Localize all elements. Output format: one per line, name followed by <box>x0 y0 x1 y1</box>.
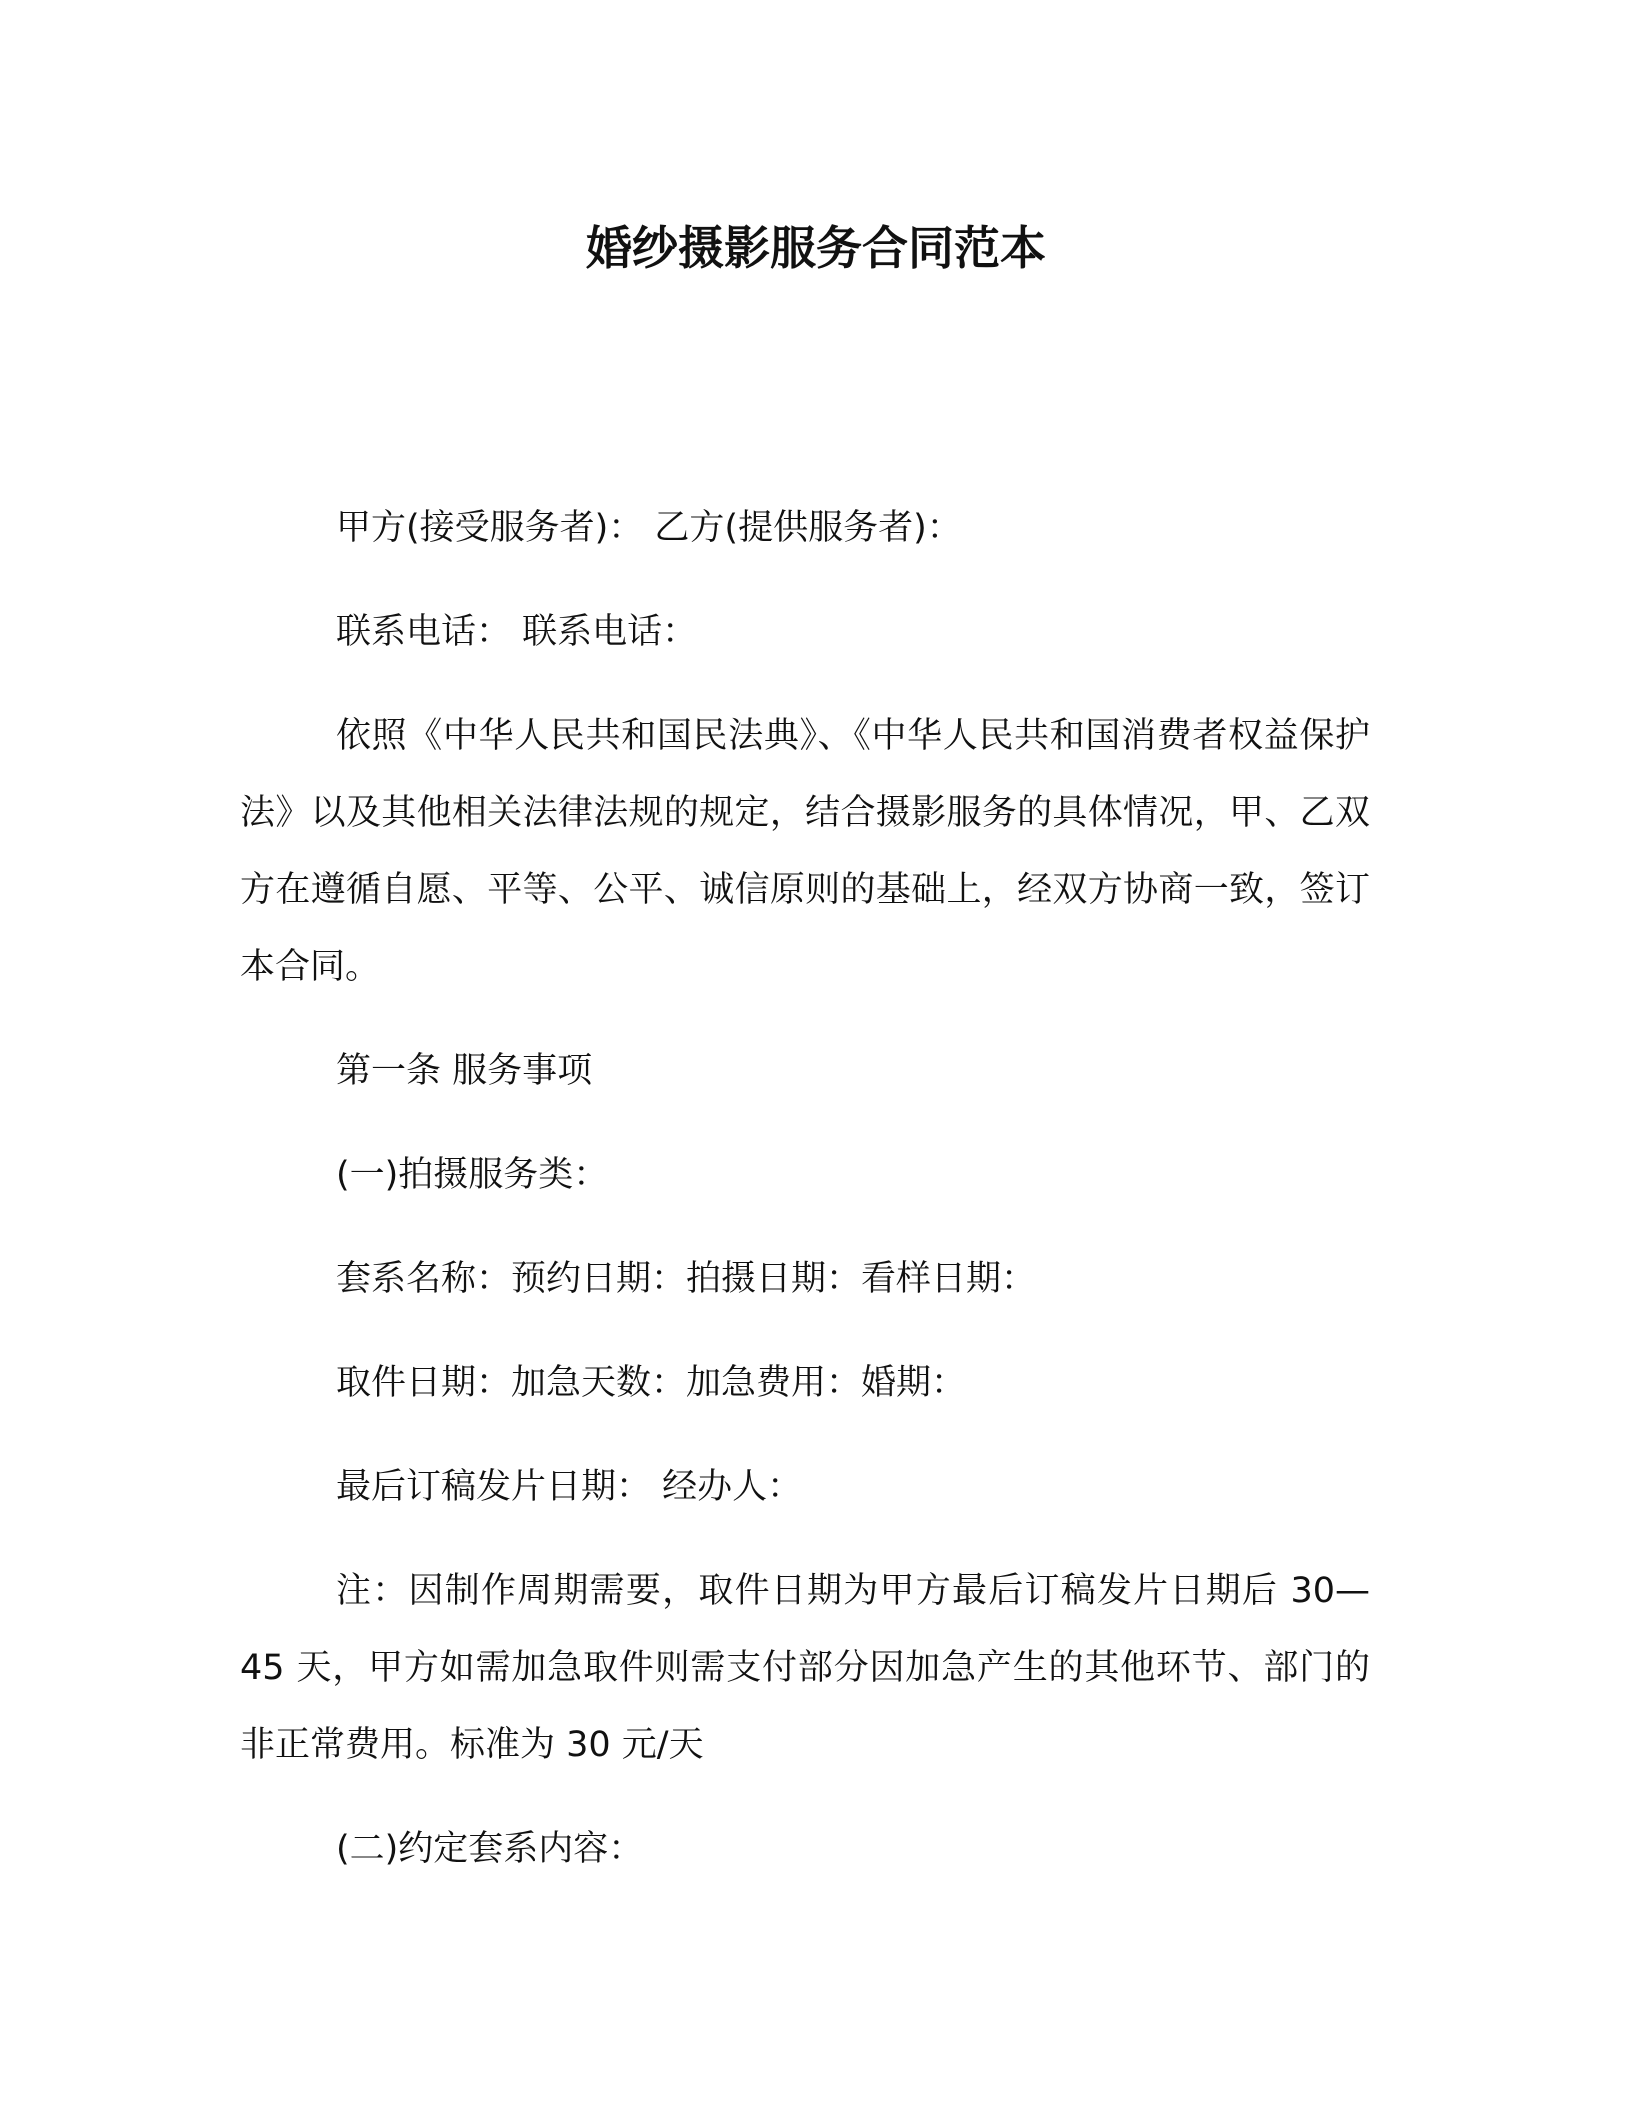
section-package-content: (二)约定套系内容： <box>336 1829 644 1869</box>
party-names-line: 甲方(接受服务者)： 乙方(提供服务者)： <box>336 508 962 548</box>
article-one-heading: 第一条 服务事项 <box>336 1051 593 1091</box>
section-shooting-services: (一)拍摄服务类： <box>336 1155 609 1195</box>
contact-phone-line: 联系电话： 联系电话： <box>336 612 698 652</box>
document-title: 婚纱摄影服务合同范本 <box>586 221 1046 275</box>
package-dates-line: 套系名称：预约日期：拍摄日期：看样日期： <box>336 1259 1037 1299</box>
pickup-rush-line: 取件日期：加急天数：加急费用：婚期： <box>336 1363 967 1403</box>
document-body <box>240 490 1370 1915</box>
final-draft-line: 最后订稿发片日期： 经办人： <box>336 1467 803 1507</box>
preamble-paragraph: 依照《中华人民共和国民法典》、《中华人民共和国消费者权益保护法》以及其他相关法律法规的规定，结合摄影服务的具体情况，甲、乙双方在遵循自愿、平等、公平、诚信原则的基础上，经双方协商一致，签订本合同。 <box>240 716 1370 987</box>
note-paragraph: 注：因制作周期需要，取件日期为甲方最后订稿发片日期后 30—45 天，甲方如需加急取件则需支付部分因加急产生的其他环节、部门的非正常费用。标准为 30 元/天 <box>240 1571 1370 1765</box>
